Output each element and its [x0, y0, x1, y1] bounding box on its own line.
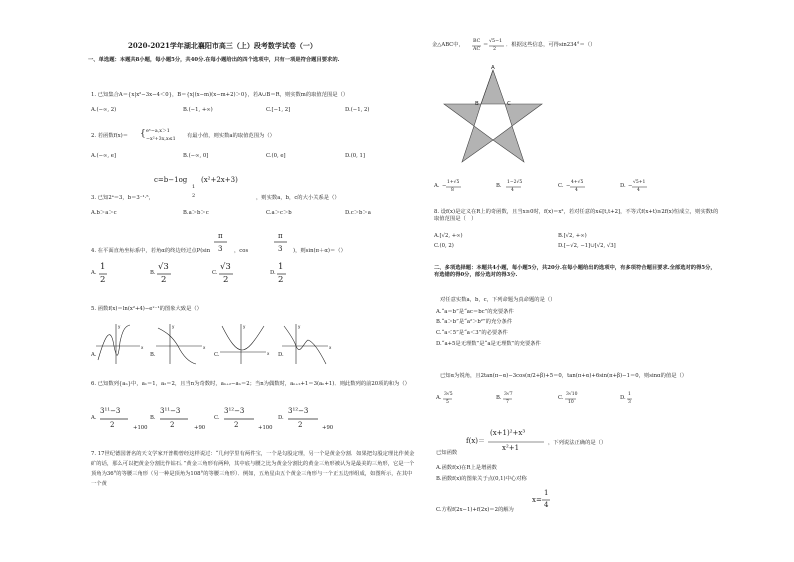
q7-cont-frac-den: AC [473, 47, 481, 52]
q9-option-c: C.“a＜5”是“a＜3”的必要条件 [436, 330, 508, 336]
q4-stem-b: )，则sin(π＋α)＝（） [293, 248, 346, 254]
section-two-heading: 二、多项选择题：本题共4小题，每小题5分，共20分.在每小题给出的选项中，有多项符合题目要求.全部选对的得5分，有选错的得0分，部分选对的得3分. [434, 265, 716, 278]
svg-text:x: x [203, 345, 206, 350]
q11-formula-num: (x+1)²+x³ [490, 429, 526, 437]
q10-option-d-letter: D. [620, 395, 626, 401]
q11-x-bar [542, 499, 552, 501]
q10-option-a-letter: A. [436, 395, 442, 401]
q2-case2: −x²+3x,x≤1 [146, 137, 176, 142]
q6-option-d-tail: +90 [322, 425, 334, 431]
q10-option-a-num: 3√5 [444, 392, 453, 397]
svg-text:x: x [329, 345, 332, 350]
q10-option-c-letter: C. [558, 395, 564, 401]
svg-text:y: y [172, 324, 175, 329]
q11-lead: 已知函数 [436, 450, 458, 456]
q7-option-b-letter: B. [496, 183, 502, 189]
q2-option-a: A.(−∞, e] [91, 153, 116, 159]
section-one-heading: 一、单选题：本题共8小题，每小题5分，共40分.在每小题给出的四个选项中，只有一项是符合题目要求的. [88, 57, 340, 63]
q11-stem-b: ，下列说法正确的是（） [548, 440, 607, 446]
q2-brace: { [140, 129, 146, 139]
q1-stem: 1. 已知集合A＝{x|x²−3x−4＜0}，B＝{x|(x−m)(x−m+2)＞0}，若A∪B＝R，则实数m的取值范围是（） [91, 92, 349, 98]
q3-option-c: C.a＞c＞b [266, 210, 292, 216]
q6-option-d-den: 2 [298, 421, 303, 429]
q7-option-c-num: 4+√5 [571, 180, 584, 185]
q7-cont-stem-b: ．根据这些信息，可得sin234°＝（） [506, 42, 596, 48]
svg-text:y: y [298, 324, 301, 329]
q3-log-base-den: 2 [192, 193, 196, 199]
q2-option-b: B.(−∞, 0] [183, 153, 209, 159]
q11-x-num: 1 [544, 489, 549, 497]
q4-option-b-letter: B. [150, 270, 156, 276]
q2-stem-b: 有最小值，则实数a的取值范围为（） [187, 133, 275, 139]
q7-option-d-sign: − [628, 183, 633, 189]
q7-option-a-sign: − [442, 183, 447, 189]
q10-stem: 已知α为锐角，且2tan(π−α)−3cos(π/2+β)+5＝0，tan(π+α)+6sin(π+β)−1＝0，则sinα的值是（） [440, 373, 688, 379]
q11-formula-bar [488, 441, 546, 443]
q6-option-b-tail: +90 [194, 425, 206, 431]
q7-cont-frac-num: BC [473, 39, 481, 44]
q7-cont-val-den: 2 [493, 47, 497, 52]
q4-option-c-num: √3 [220, 262, 231, 272]
q3-option-d: D.c＞b＞a [345, 210, 371, 216]
svg-text:x: x [141, 345, 144, 350]
q7-option-fraction-bars [446, 186, 652, 188]
q10-option-a-den: 5 [446, 400, 449, 405]
q6-option-a-letter: A. [91, 415, 97, 421]
exam-title: 2020-2021学年湖北襄阳市高三（上）段考数学试卷（一） [128, 41, 317, 50]
q2-stem-a: 2. 若函数f(x)＝ [91, 133, 129, 139]
q4-pi-2: π [278, 232, 283, 240]
q7-cont-val-num: √5−1 [489, 39, 503, 44]
q4-option-a-num: 1 [100, 262, 106, 272]
q6-option-b-letter: B. [150, 415, 156, 421]
q11-option-b: B.函数f(x)的图象关于点(0,1)中心对称 [436, 476, 527, 482]
right-column [432, 0, 722, 562]
q7-option-c-sign: − [566, 183, 571, 189]
q5-option-b: B. [150, 352, 156, 358]
svg-text:x: x [267, 351, 270, 356]
q4-option-b-num: √3 [158, 262, 169, 272]
q4-three-1: 3 [218, 245, 223, 253]
q1-option-d: D.(−1, 2) [345, 107, 370, 113]
q11-formula-lhs: f(x)＝ [466, 437, 486, 445]
q9-option-d: D.“a+5是无理数”是“a是无理数”的充要条件 [436, 341, 541, 347]
q10-option-c-den: 10 [568, 400, 574, 405]
q4-option-d-num: 1 [278, 262, 284, 272]
q11-x-den: 4 [544, 501, 549, 509]
q6-option-a-den: 2 [110, 421, 115, 429]
q7-option-a-letter: A. [434, 183, 440, 189]
q3-option-b: B.a＞b＞c [183, 210, 209, 216]
left-column [88, 0, 416, 562]
q7-option-a-num: 1+√5 [447, 180, 460, 185]
q4-option-c-letter: C. [212, 270, 218, 276]
q9-option-a: A.“a＝b”是“ac＝bc”的充要条件 [436, 309, 514, 315]
q7-cont-equals: ＝ [483, 42, 489, 48]
svg-text:y: y [118, 324, 121, 329]
q3-log-base-num: 1 [192, 184, 196, 190]
q4-option-b-den: 2 [161, 275, 167, 285]
q7-option-a-den: 8 [451, 188, 454, 193]
q4-option-c-den: 2 [223, 275, 229, 285]
q5-option-c: C. [214, 352, 220, 358]
q4-stem-a: 4. 在平面直角坐标系中，若角α的终边经过点P(sin [91, 248, 211, 254]
q4-pi-1: π [218, 232, 223, 240]
q6-option-b-den: 2 [170, 421, 175, 429]
q8-option-d: D.[−√2, −1]∪[√2, √3] [558, 243, 616, 249]
q4-option-d-den: 2 [278, 275, 284, 285]
q5-stem: 5. 函数f(x)＝ln(x²+4)−eˣ⁻¹的图象大致是（） [91, 306, 202, 312]
q6-option-a-tail: +100 [133, 425, 148, 431]
q4-stem-mid: ，cos [234, 248, 249, 254]
q6-option-d-num: 3¹²−3 [288, 407, 309, 415]
q11-option-c: C.方程f(2x−1)+f(2x)＝2的解为 [436, 507, 514, 513]
q9-option-b: B.“a＞b”是“a²＞b²”的充分条件 [436, 319, 513, 325]
q4-fraction-bars [214, 241, 294, 244]
q7-option-b-num: 1−2√5 [507, 180, 523, 185]
q4-three-2: 3 [278, 245, 283, 253]
golden-star-figure [438, 62, 550, 172]
q9-stem: 对任意实数a，b，c，下列命题为真命题的是（） [440, 297, 556, 303]
q8-option-c: C.(0, 2) [434, 243, 454, 249]
q10-option-c-num: 3√10 [566, 392, 578, 397]
q3-option-a: A.b＞a＞c [91, 210, 117, 216]
q7-option-d-letter: D. [620, 183, 626, 189]
star-label-c: C [507, 101, 511, 107]
q6-option-d-letter: D. [278, 415, 284, 421]
q3-formula-arg: (x²+2x+3) [201, 176, 238, 184]
q5-option-a: A. [91, 352, 97, 358]
q7-cont-fraction-bars [472, 45, 508, 47]
q10-option-b-letter: B. [496, 395, 502, 401]
q10-option-fraction-bars [443, 398, 635, 400]
q3-stem-a: 3. 已知2ᵃ＝3，b＝3⁻¹·⁵， [91, 195, 154, 201]
q2-option-d: D.(0, 1] [345, 153, 365, 159]
q6-option-c-tail: +100 [258, 425, 273, 431]
q8-option-b: B.[√2, +∞) [558, 233, 587, 239]
svg-text:y: y [243, 324, 246, 329]
q6-option-c-den: 2 [234, 421, 239, 429]
q1-option-a: A.(−∞, 2) [91, 107, 117, 113]
star-label-a: A [491, 65, 495, 71]
q10-option-b-den: 7 [506, 400, 509, 405]
q2-case1: eˣ−a,x＞1 [146, 129, 170, 134]
q7-option-b-den: 4 [511, 188, 514, 193]
q2-option-c: C.(0, e] [266, 153, 286, 159]
q6-option-fraction-bars [98, 418, 338, 421]
q3-formula-c: c=b−1og [154, 176, 188, 184]
q7-cont-stem-a: 金△ABC中， [432, 42, 464, 48]
q7-option-c-den: 4 [575, 188, 578, 193]
q7-stem: 7. 17世纪德国著名的天文学家开普勒曾经这样说过：“几何学里有两件宝，一个是勾股定理，另一个是黄金分割．如果把勾股定理比作黄金矿的话，那么可以把黄金分割比作钻石．”黄金三角形有两种，其中底与腰之比为黄金分割比的黄金三角形被认为是最美的三角形，它是一个顶角为36°的等腰三角形（另一种是顶角为108°的等腰三角形）．例如，五角星由五个黄金三角形与一个正五边形组成，如图所示，在其中一个黄 [91, 451, 415, 487]
q10-option-b-num: 3√7 [504, 392, 513, 397]
q5-option-d: D. [278, 352, 284, 358]
q6-stem: 6. 已知数列{aₙ}中，a₁＝1，a₂＝2，且当n为奇数时，aₙ₊₂−aₙ＝2；当n为偶数时，aₙ₊₂+1＝3(aₙ+1)．则此数列的前20项的和为（） [91, 381, 410, 387]
q11-formula-den: x²+1 [502, 444, 520, 452]
q7-option-d-den: 4 [637, 188, 640, 193]
q3-stem-b: ，则实数a，b，c的大小关系是（） [256, 195, 340, 201]
q10-option-d-den: 3 [628, 400, 631, 405]
q11-option-a: A.函数f(x)在R上是增函数 [436, 465, 497, 471]
q7-option-c-letter: C. [558, 183, 564, 189]
star-label-b: B [475, 101, 479, 107]
q11-x-lhs: x= [532, 496, 542, 504]
q6-option-b-num: 3¹¹−3 [160, 407, 181, 415]
q6-option-c-num: 3¹²−3 [224, 407, 245, 415]
q5-option-graphs [96, 322, 356, 366]
q1-option-c: C.[−1, 2] [266, 107, 291, 113]
q4-option-d-letter: D. [270, 270, 276, 276]
q6-option-a-num: 3¹¹−3 [100, 407, 121, 415]
q8-stem: 8. 设f(x)是定义在R上的奇函数，且当x≥0时，f(x)＝x²，若对任意的x∈[t,t+2]，不等式f(x+t)≥2f(x)恒成立，则实数t的取值范围是（ ） [434, 209, 719, 222]
q1-option-b: B.(−1, +∞) [183, 107, 213, 113]
q4-option-a-letter: A. [91, 270, 97, 276]
q7-option-d-num: √5+1 [633, 180, 646, 185]
q10-option-d-num: 1 [628, 392, 631, 397]
q4-option-a-den: 2 [100, 275, 106, 285]
q8-option-a: A.[√2, +∞) [434, 233, 463, 239]
q6-option-c-letter: C. [214, 415, 220, 421]
q4-option-fraction-bars [98, 273, 298, 276]
